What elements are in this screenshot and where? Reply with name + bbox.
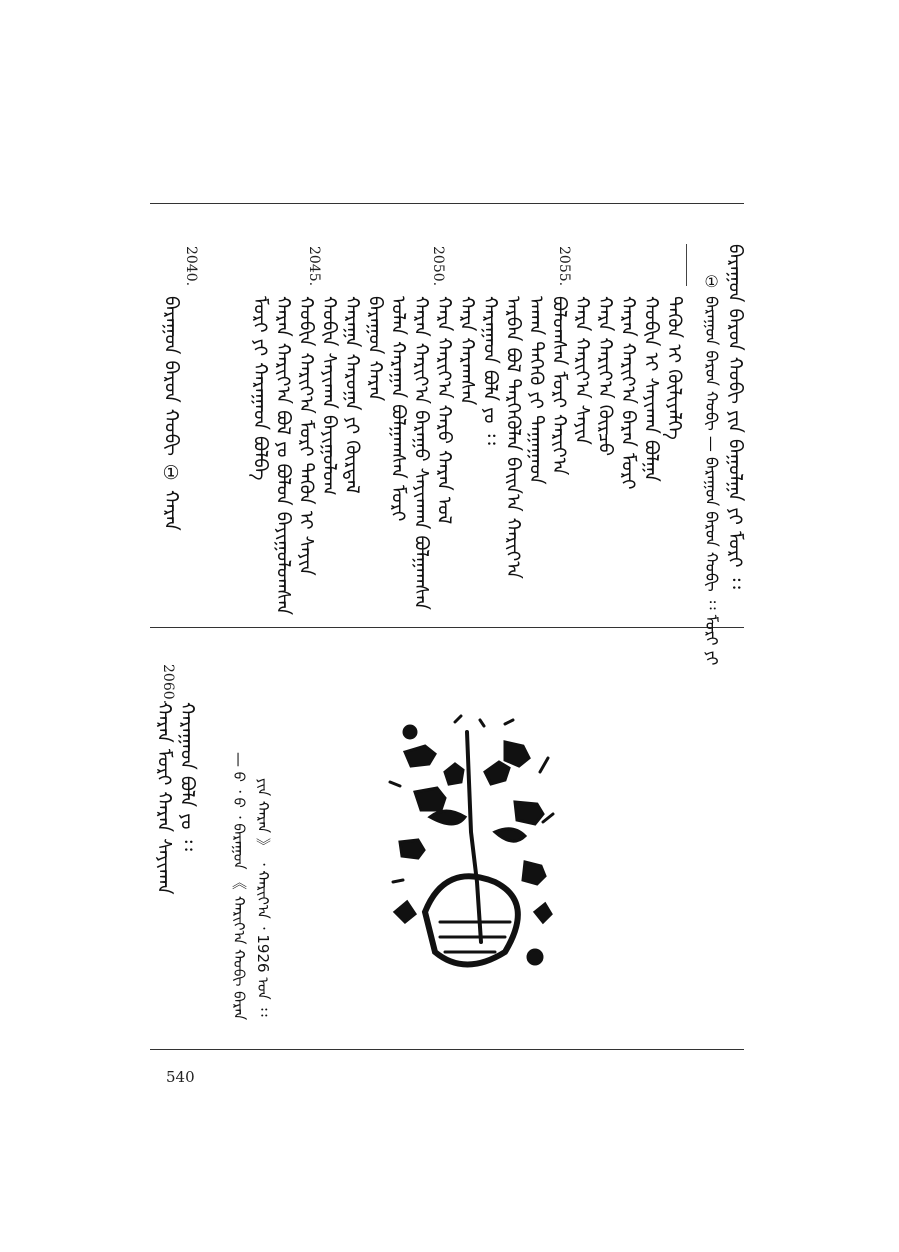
verse-line: ᠠᠷᠪᠠᠨ ᠪᠣᠯ ᠲᠡᠷᠭᠡᠭᠦᠯᠡᠨ ᠪᠠᠢᠨ᠎ᠠ ᠬᠠᠷᠢᠶ᠎ᠠ <box>502 296 524 579</box>
verse-line: ᠣᠯᠠᠨ ᠬᠠᠷᠠᠭᠠᠨ ᠪᠣᠯᠭᠠᠭᠰᠠᠨ ᠮᠤᠷᠢ <box>387 296 409 522</box>
title-line: ᠪᠠᠷᠠᠭᠤᠨ ᠪᠠᠷᠤᠨ ᠬᠤᠪᠢ ᠶᠢᠨ ᠪᠠᠭᠤᠯᠭᠠ ᠶᠢ ᠮᠤᠷᠢ ᠄᠄ <box>724 244 746 589</box>
top-rule <box>150 203 744 204</box>
verse-line: ᠬᠠᠷᠠ ᠬᠠᠷᠢᠶ᠎ᠠ ᠬᠠᠷᠤ ᠬᠠᠷᠠᠨ ᠤᠯ <box>433 296 455 525</box>
verse-line: ᠠᠬᠠᠨ ᠳᠡᠭᠡᠭᠦ ᠶᠢ ᠳᠠᠭᠠᠭᠠᠳ <box>525 296 547 485</box>
middle-rule <box>150 627 744 628</box>
verse-line: ᠮᠤᠷᠢ ᠶᠢ ᠬᠠᠷᠠᠭᠠᠳ ᠪᠣᠯᠪᠠ <box>249 296 271 481</box>
line-number-2060: 2060. <box>160 664 176 705</box>
verse-line: ᠪᠠᠷᠠᠭᠤᠨ ᠪᠠᠷᠤᠨ ᠬᠤᠪᠢ ① ᠬᠠᠷᠠᠨ <box>160 296 182 531</box>
verse-line: ᠬᠣᠪᠢᠨ ᠬᠠᠷᠢᠶ᠎ᠠ ᠮᠤᠷᠢ ᠲᠡᠭᠦᠨ ᠢ ᠰᠠᠶᠢᠨ <box>295 296 317 576</box>
verse-line: ᠬᠤᠪᠢᠨ ᠢ ᠰᠠᠶᠢᠬᠠᠨ ᠪᠣᠯᠭᠠ <box>640 296 662 482</box>
verse-line: ᠬᠠᠷᠠᠭᠠᠳ ᠪᠣᠯᠠ ᠶᠤ ᠄᠄ <box>479 296 501 445</box>
footnote-separator <box>686 244 687 286</box>
caption-line-1: ᠶᠢᠨ ᠬᠠᠷᠠᠨ 》 ᠂ ᠬᠠᠷᠢᠶ᠎ᠠ ᠂ 1926 ᠣᠨ ᠄᠄ <box>254 778 272 1017</box>
verse-line: ᠬᠠᠷᠠᠨ ᠬᠠᠷᠢᠶ᠎ᠠ ᠪᠠᠷᠠᠨ ᠮᠤᠷᠢ <box>617 296 639 490</box>
verse-line: ᠬᠠᠷᠠᠨ ᠬᠠᠷᠢᠶ᠎ᠠ ᠪᠠᠷᠠᠭᠤ ᠰᠠᠶᠢᠨᠬᠠᠨ ᠪᠣᠯᠭᠠᠭᠰᠠᠨ <box>410 296 432 611</box>
footnote-1: ① ᠪᠠᠷᠠᠭᠤᠨ ᠪᠠᠷᠤᠨ ᠬᠤᠪᠢ — ᠪᠠᠷᠠᠭᠤᠨ ᠪᠠᠷᠤᠨ ᠬᠤᠪᠢ ᠄᠄ ᠮᠤᠷᠢ ᠶᠢ <box>702 272 721 666</box>
verse-line: ᠬᠣᠪᠢᠨ ᠰᠠᠶᠢᠬᠠᠨ ᠪᠠᠶᠢᠭᠤᠯᠤᠭ <box>318 296 340 496</box>
verse-line: ᠬᠠᠷᠠᠭᠠ ᠬᠠᠷᠤᠭᠠ ᠶᠢ ᠬᠦᠷᠲᠡᠯ <box>341 296 363 494</box>
line-number-2045: 2045. <box>306 246 322 287</box>
verse-line: ᠲᠡᠭᠦᠨ ᠢ ᠬᠦᠯᠢᠶᠡᠯᠭᠡ <box>663 296 685 440</box>
line-number-2040: 2040. <box>183 246 199 287</box>
bottom-rule <box>150 1049 744 1050</box>
line-number-2055: 2055. <box>556 246 572 287</box>
verse-line: ᠬᠠᠷᠠ ᠬᠠᠷᠠᠭᠰᠠᠨ <box>456 296 478 406</box>
verse-line: ᠬᠠᠷᠠᠨ ᠬᠠᠷᠢᠶ᠎ᠠ ᠪᠣᠯ ᠶᠤ ᠪᠣᠯᠤᠨ ᠪᠠᠶᠢᠭᠤᠯᠤᠭᠰᠠᠨ <box>272 296 294 616</box>
line-number-2050: 2050. <box>430 246 446 287</box>
verse-line: ᠬᠠᠷᠠ ᠬᠠᠷᠢᠶ᠎ᠠ ᠰᠠᠶᠢᠨ <box>571 296 593 445</box>
caption-line-2: — ᠪ ᠂ ᠪ ᠂ ᠪᠠᠷᠠᠭᠤᠨ 《 ᠬᠠᠷᠢᠶ᠎ᠠ ᠬᠣᠪᠢ ᠪᠠᠷᠠᠨ <box>230 752 248 1021</box>
verse-line-lower: ᠬᠠᠷᠠᠭᠠᠳ ᠪᠣᠯᠠ ᠶᠤ ᠄᠄ <box>176 702 198 851</box>
verse-line: ᠪᠠᠷᠠᠭᠤᠨ ᠬᠠᠷᠠᠨ <box>364 296 386 402</box>
verse-line: ᠪᠣᠯᠤᠭᠰᠠᠨ ᠮᠤᠷᠢ ᠬᠠᠷᠢᠶ᠎ᠠ <box>548 296 570 476</box>
petroglyph-illustration <box>385 712 555 980</box>
verse-line: ᠬᠠᠷᠠ ᠬᠠᠷᠢᠶ᠎ᠠ ᠬᠦᠷᠴᠦ <box>594 296 616 457</box>
petroglyph-drawing <box>385 712 555 980</box>
verse-line-lower: ᠬᠠᠷᠠᠨ ᠮᠤᠷᠢ ᠬᠠᠷᠠᠨ ᠰᠠᠶᠢᠬᠠᠨ <box>153 702 175 895</box>
page-number: 540 <box>166 1068 195 1086</box>
